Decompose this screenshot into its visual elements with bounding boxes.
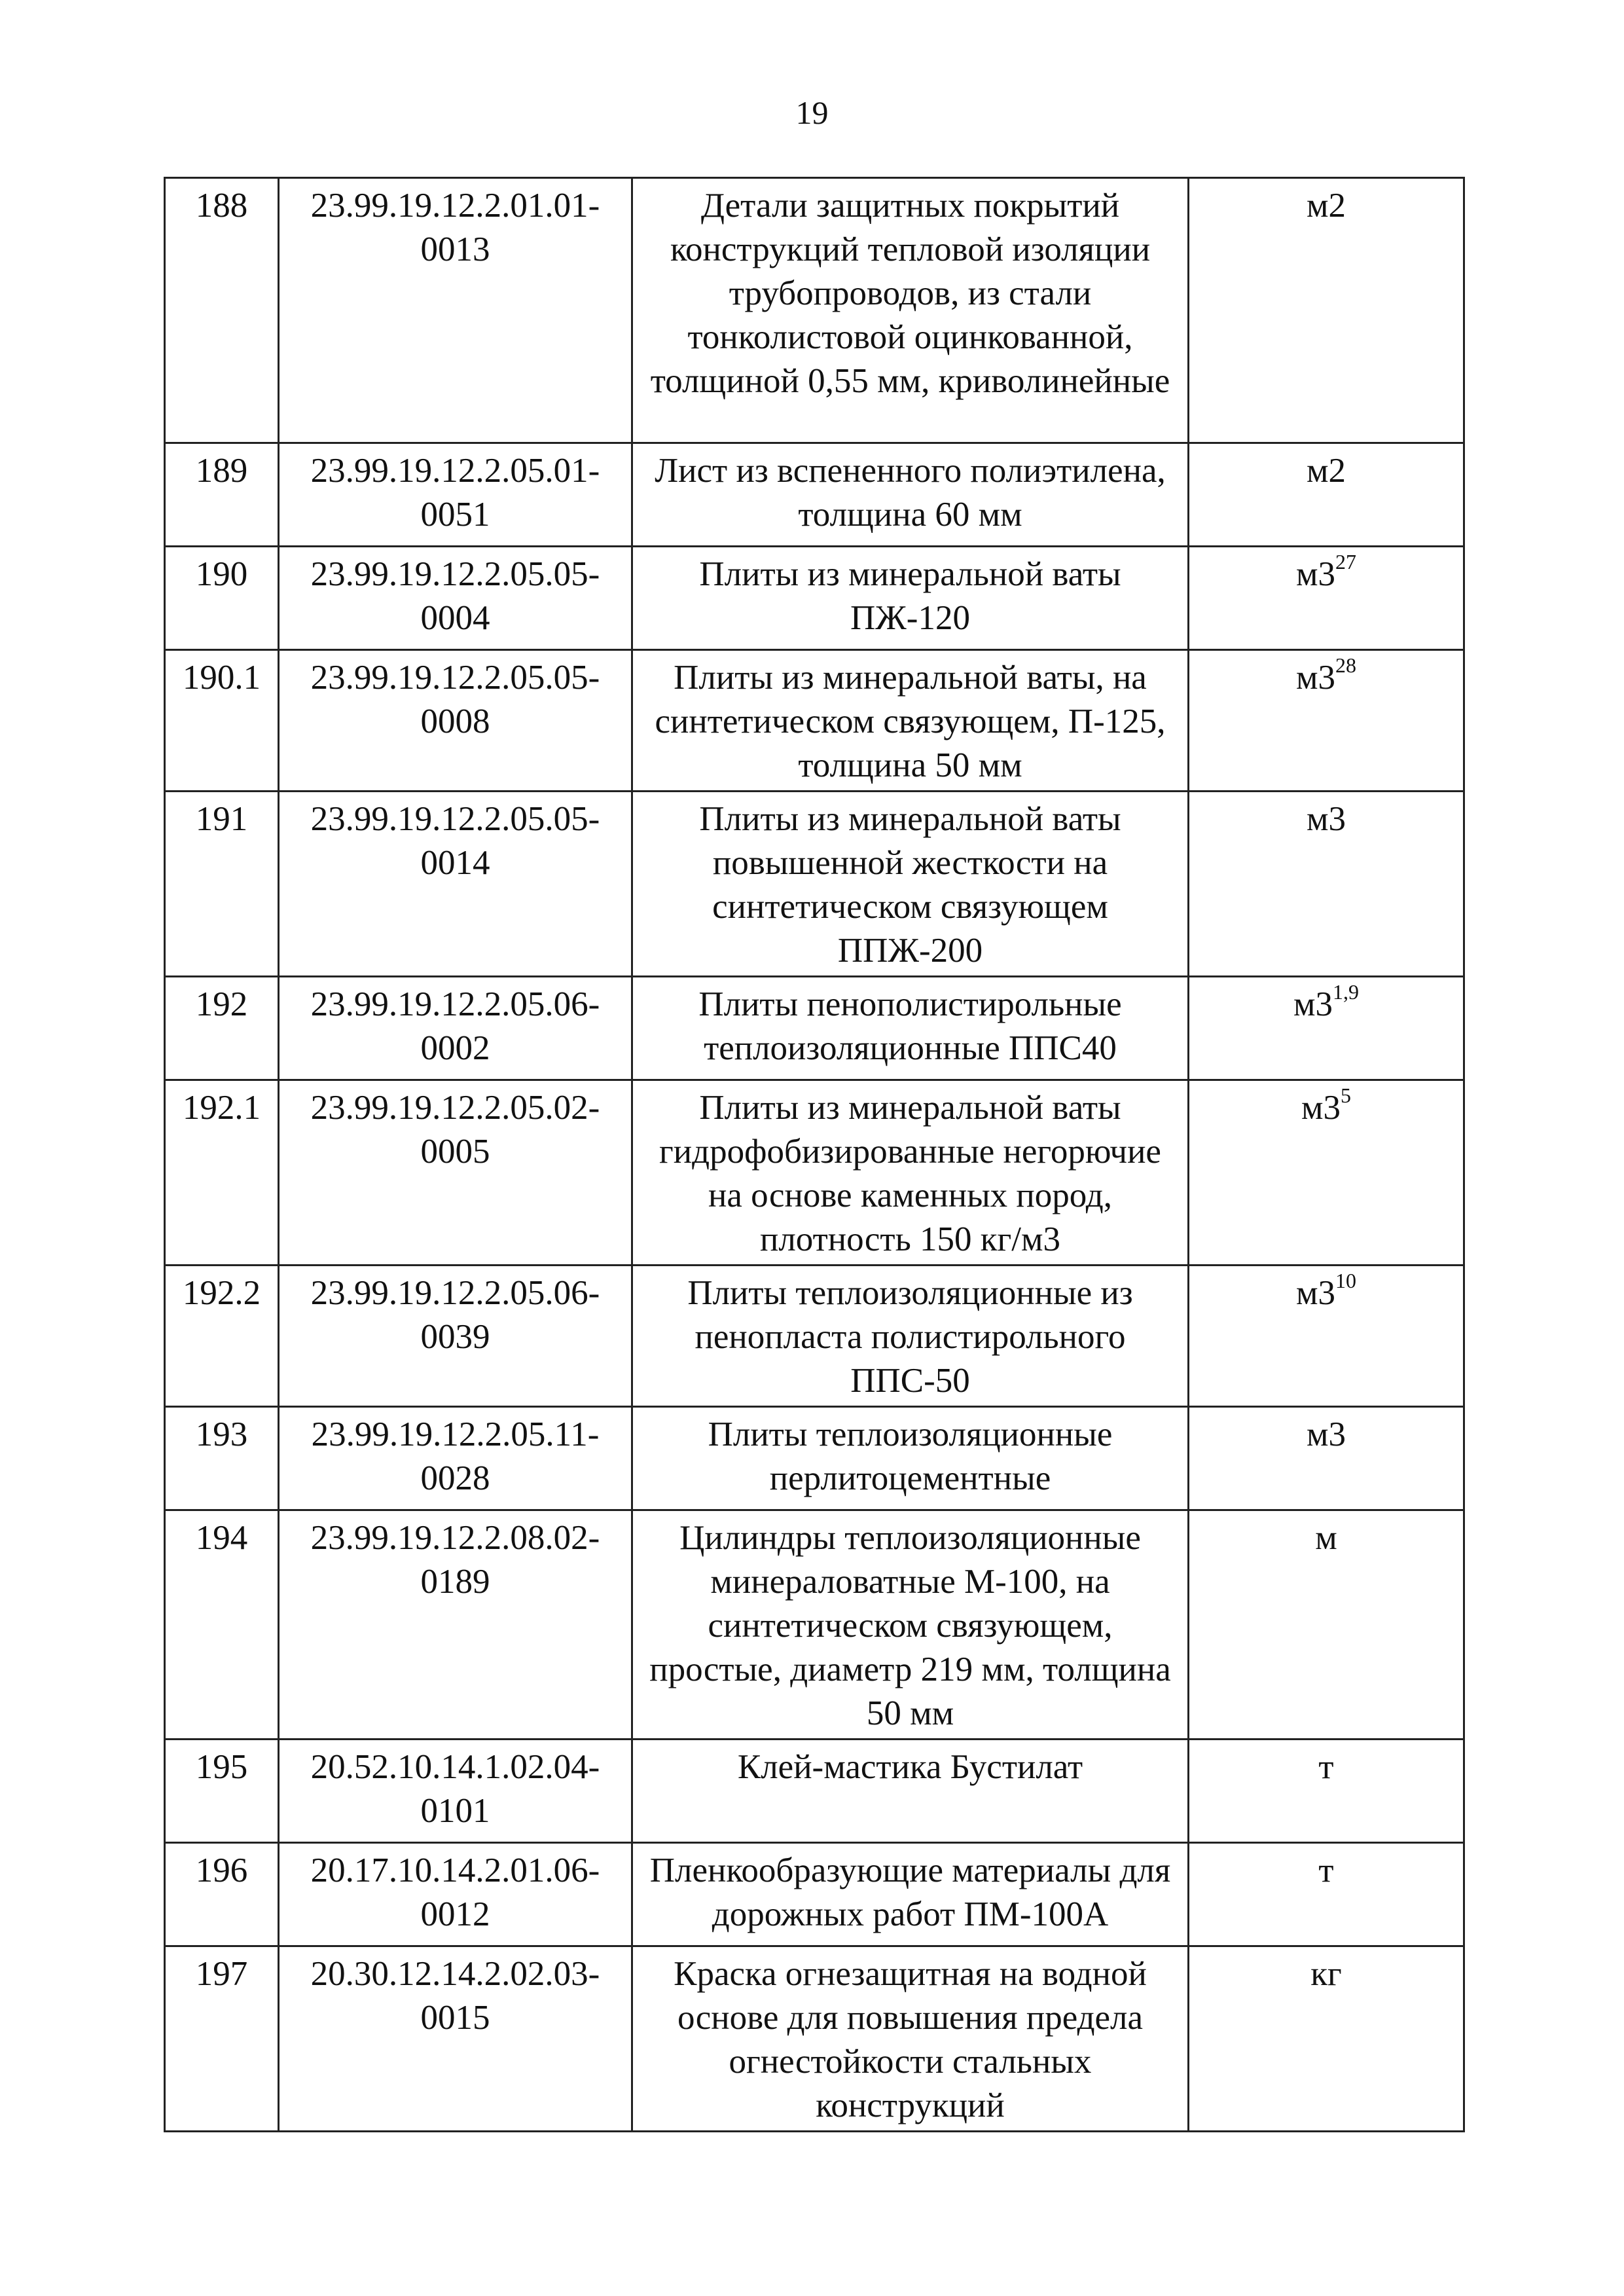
resource-code-part1: 23.99.19.12.2.01.01-	[310, 187, 600, 225]
row-number: 188	[165, 178, 279, 443]
unit-of-measure	[1189, 178, 1464, 443]
page-number: 19	[795, 94, 829, 131]
table-row	[165, 1407, 1464, 1510]
unit-label: кг	[1310, 1955, 1342, 1993]
unit-label: м3	[1295, 1274, 1336, 1312]
resource-code-part1: 23.99.19.12.2.05.02-	[310, 1089, 600, 1127]
unit-of-measure	[1189, 977, 1464, 1080]
unit-of-measure	[1189, 1510, 1464, 1740]
footnote-reference: 27	[1335, 550, 1357, 574]
row-number: 190	[165, 547, 279, 650]
table-row	[165, 792, 1464, 977]
resource-code-part2: 0002	[420, 1029, 490, 1067]
resource-code	[279, 1740, 632, 1843]
row-number: 193	[165, 1407, 279, 1510]
resource-code	[279, 547, 632, 650]
resource-name: Плиты теплоизоляционные перлитоцементные	[632, 1407, 1189, 1510]
resource-code-part2: 0015	[420, 1999, 490, 2037]
resource-code-part2: 0014	[420, 844, 490, 882]
table-row	[165, 1740, 1464, 1843]
unit-of-measure	[1189, 443, 1464, 547]
unit-of-measure	[1189, 547, 1464, 650]
resource-code-part1: 23.99.19.12.2.05.05-	[310, 800, 600, 838]
unit-label: м2	[1306, 452, 1346, 490]
table-row	[165, 977, 1464, 1080]
unit-of-measure	[1189, 1843, 1464, 1946]
resource-code-part2: 0039	[420, 1318, 490, 1356]
resource-name: Плиты пенополистирольные теплоизоляционные ППС40	[632, 977, 1189, 1080]
resource-code-part1: 23.99.19.12.2.05.11-	[311, 1415, 600, 1453]
unit-of-measure	[1189, 1740, 1464, 1843]
resource-code	[279, 1843, 632, 1946]
row-number: 192.2	[165, 1266, 279, 1407]
row-number: 195	[165, 1740, 279, 1843]
table-row	[165, 1080, 1464, 1266]
materials-table-body	[165, 178, 1464, 2132]
row-number: 194	[165, 1510, 279, 1740]
table-row	[165, 650, 1464, 792]
table-row	[165, 443, 1464, 547]
unit-label: м	[1315, 1519, 1337, 1557]
unit-of-measure	[1189, 1946, 1464, 2132]
row-number: 192	[165, 977, 279, 1080]
resource-code-part2: 0012	[420, 1895, 490, 1933]
resource-code-part1: 23.99.19.12.2.05.05-	[310, 659, 600, 697]
resource-name: Детали защитных покрытий конструкций тепловой изоляции трубопроводов, из стали тонколистовой оцинкованной, толщиной 0,55 мм, криволинейные	[632, 178, 1189, 443]
unit-label: т	[1318, 1748, 1334, 1786]
resource-name: Плиты теплоизоляционные из пенопласта полистирольного ППС-50	[632, 1266, 1189, 1407]
unit-of-measure	[1189, 1407, 1464, 1510]
resource-code-part1: 20.52.10.14.1.02.04-	[310, 1748, 600, 1786]
resource-name: Лист из вспененного полиэтилена, толщина 60 мм	[632, 443, 1189, 547]
unit-of-measure	[1189, 792, 1464, 977]
unit-label: м2	[1306, 187, 1346, 225]
materials-table	[164, 177, 1465, 2132]
footnote-reference: 10	[1335, 1269, 1357, 1293]
resource-code	[279, 1266, 632, 1407]
resource-code	[279, 1407, 632, 1510]
row-number: 197	[165, 1946, 279, 2132]
unit-label: м3	[1301, 1089, 1341, 1127]
resource-name: Пленкообразующие материалы для дорожных работ ПМ-100А	[632, 1843, 1189, 1946]
resource-code-part2: 0004	[420, 599, 490, 637]
unit-label: м3	[1295, 555, 1336, 593]
resource-name: Цилиндры теплоизоляционные минераловатные М-100, на синтетическом связующем, простые, диаметр 219 мм, толщина 50 мм	[632, 1510, 1189, 1740]
table-row	[165, 1843, 1464, 1946]
resource-name: Плиты из минеральной ваты повышенной жесткости на синтетическом связующем ППЖ-200	[632, 792, 1189, 977]
resource-code-part1: 20.30.12.14.2.02.03-	[310, 1955, 600, 1993]
unit-label: м3	[1293, 985, 1333, 1023]
row-number: 191	[165, 792, 279, 977]
footnote-reference: 28	[1335, 653, 1357, 678]
resource-code	[279, 977, 632, 1080]
resource-code	[279, 650, 632, 792]
table-row	[165, 1266, 1464, 1407]
resource-code-part1: 20.17.10.14.2.01.06-	[310, 1851, 600, 1889]
resource-code-part1: 23.99.19.12.2.08.02-	[310, 1519, 600, 1557]
table-row	[165, 547, 1464, 650]
resource-name: Плиты из минеральной ваты ПЖ-120	[632, 547, 1189, 650]
footnote-reference: 1,9	[1333, 980, 1360, 1004]
row-number: 190.1	[165, 650, 279, 792]
resource-code-part2: 0005	[420, 1133, 490, 1171]
resource-code	[279, 1510, 632, 1740]
unit-label: м3	[1306, 800, 1346, 838]
resource-code-part1: 23.99.19.12.2.05.06-	[310, 1274, 600, 1312]
resource-code-part2: 0008	[420, 702, 490, 740]
resource-name: Плиты из минеральной ваты, на синтетическом связующем, П-125, толщина 50 мм	[632, 650, 1189, 792]
resource-code	[279, 1946, 632, 2132]
table-row	[165, 1946, 1464, 2132]
resource-name: Клей-мастика Бустилат	[632, 1740, 1189, 1843]
unit-label: м3	[1306, 1415, 1346, 1453]
unit-of-measure	[1189, 650, 1464, 792]
resource-code-part2: 0013	[420, 230, 490, 268]
resource-code-part2: 0101	[420, 1792, 490, 1830]
footnote-reference: 5	[1341, 1084, 1352, 1108]
resource-name: Плиты из минеральной ваты гидрофобизированные негорючие на основе каменных пород, плотность 150 кг/м3	[632, 1080, 1189, 1266]
unit-label: м3	[1295, 659, 1336, 697]
resource-code-part1: 23.99.19.12.2.05.06-	[310, 985, 600, 1023]
resource-code	[279, 792, 632, 977]
resource-code-part2: 0189	[420, 1563, 490, 1601]
table-row	[165, 178, 1464, 443]
table-row	[165, 1510, 1464, 1740]
resource-code-part2: 0028	[420, 1459, 490, 1497]
resource-code-part1: 23.99.19.12.2.05.05-	[310, 555, 600, 593]
row-number: 192.1	[165, 1080, 279, 1266]
unit-label: т	[1318, 1851, 1334, 1889]
resource-code	[279, 1080, 632, 1266]
resource-code-part1: 23.99.19.12.2.05.01-	[310, 452, 600, 490]
resource-code	[279, 178, 632, 443]
resource-code-part2: 0051	[420, 496, 490, 534]
resource-code	[279, 443, 632, 547]
row-number: 196	[165, 1843, 279, 1946]
resource-name: Краска огнезащитная на водной основе для повышения предела огнестойкости стальных конструкций	[632, 1946, 1189, 2132]
unit-of-measure	[1189, 1266, 1464, 1407]
unit-of-measure	[1189, 1080, 1464, 1266]
row-number: 189	[165, 443, 279, 547]
